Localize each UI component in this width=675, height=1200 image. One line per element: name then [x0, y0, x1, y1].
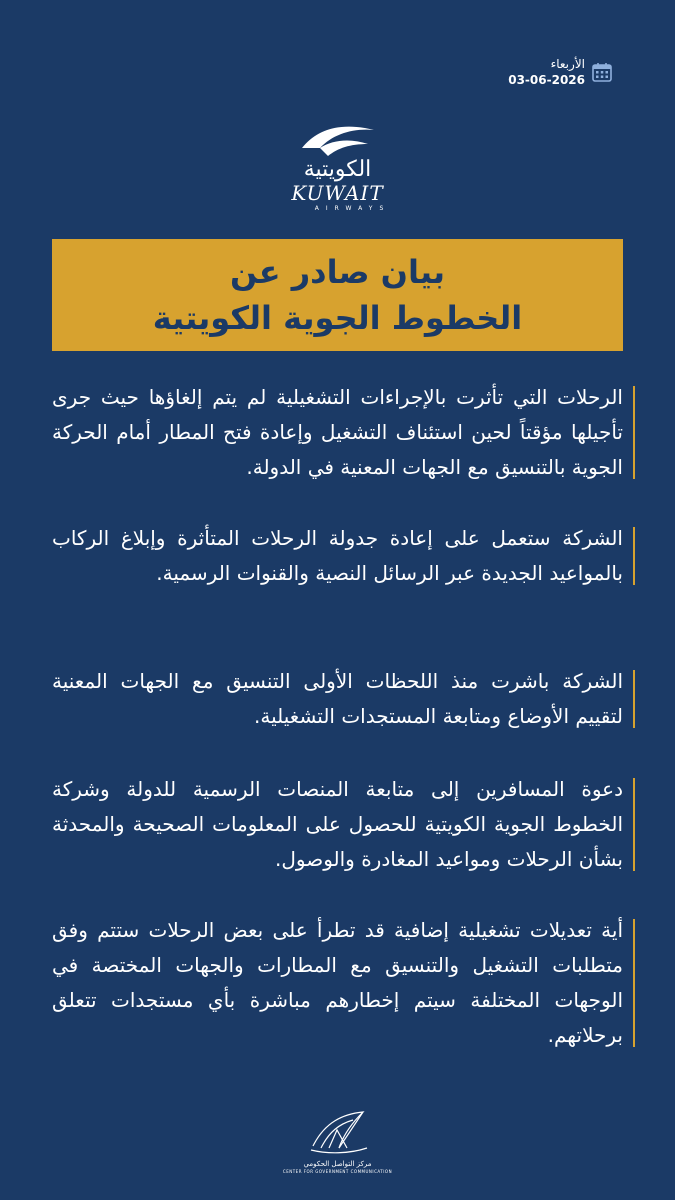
kuwait-airways-bird-logo [298, 118, 378, 158]
calendar-icon [591, 61, 613, 83]
logo-arabic-text: الكويتية [303, 157, 372, 182]
statement-paragraph-5: أية تعديلات تشغيلية إضافية قد تطرأ على بعض الرحلات ستتم وفق متطلبات التشغيل والتنسيق مع المطارات والجهات المختصة في الوجهات المختلفة سيتم إخطارهم مباشرة بأي مستجدات تتعلق برحلاتهم. [52, 913, 623, 1053]
government-communication-logo [0, 1108, 675, 1175]
statement-paragraph-1: الرحلات التي تأثرت بالإجراءات التشغيلية لم يتم إلغاؤها حيث جرى تأجيلها مؤقتاً لحين استئناف التشغيل وإعادة فتح المطار أمام الحركة الجوية بالتنسيق مع الجهات المعنية في الدولة. [52, 380, 623, 485]
banner-line-2: الخطوط الجوية الكويتية [152, 299, 523, 337]
date-value: 03-06-2026 [508, 73, 585, 87]
statement-paragraph-2: الشركة ستعمل على إعادة جدولة الرحلات المتأثرة وإبلاغ الركاب بالمواعيد الجديدة عبر الرسائل النصية والقنوات الرسمية. [52, 521, 623, 591]
date-day: الأربعاء [550, 57, 585, 71]
banner-line-1: بيان صادر عن [229, 253, 446, 291]
date-block [508, 56, 613, 88]
date-text [508, 56, 585, 88]
footer-english-text: CENTER FOR GOVERNMENT COMMUNICATION [282, 1169, 393, 1174]
logo-subtitle: AIRWAYS [314, 205, 391, 212]
dhow-sail-logo [303, 1108, 373, 1158]
logo-english-text: KUWAIT [291, 181, 384, 205]
kuwait-airways-logo [0, 118, 675, 214]
statement-paragraph-4: دعوة المسافرين إلى متابعة المنصات الرسمية للدولة وشركة الخطوط الجوية الكويتية للحصول على المعلومات الصحيحة والمحدثة بشأن الرحلات ومواعيد المغادرة والوصول. [52, 772, 623, 877]
statement-paragraph-3: الشركة باشرت منذ اللحظات الأولى التنسيق مع الجهات المعنية لتقييم الأوضاع ومتابعة المستجدات التشغيلية. [52, 664, 623, 734]
title-banner [52, 239, 623, 351]
footer-arabic-text: مركز التواصل الحكومي [303, 1160, 372, 1168]
